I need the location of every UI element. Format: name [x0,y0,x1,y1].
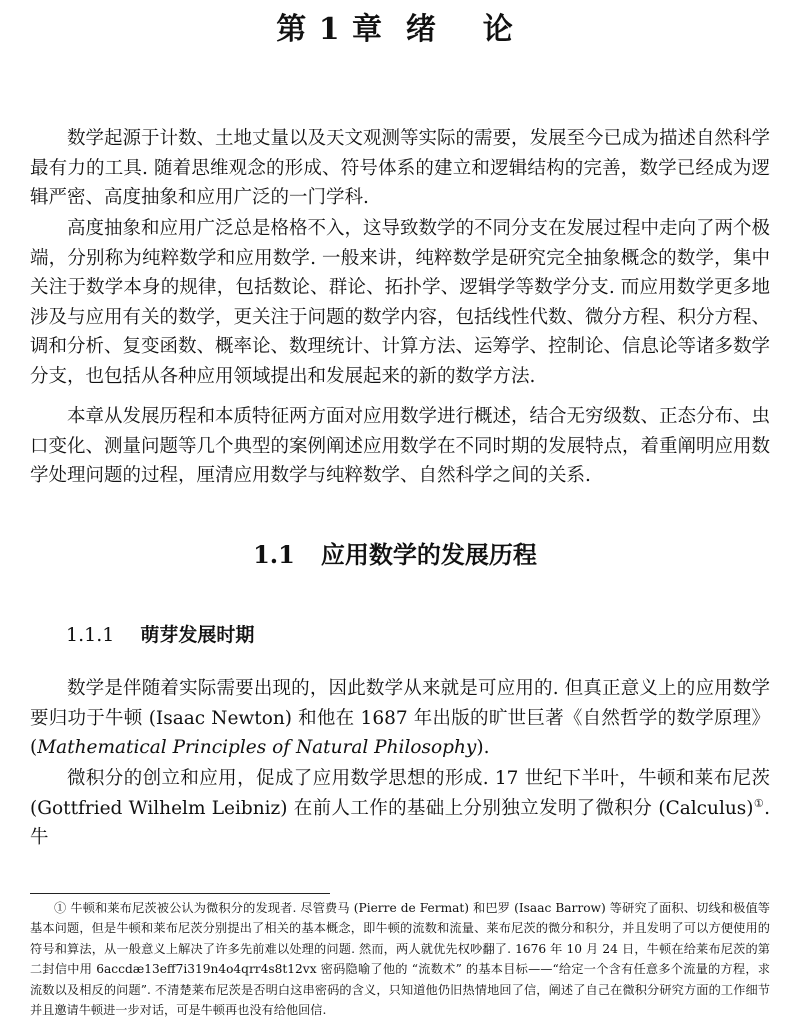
section-heading [0,537,790,573]
intro-paragraph-2: 高度抽象和应用广泛总是格格不入，这导致数学的不同分支在发展过程中走向了两个极端，分别称为纯粹数学和应用数学. 一般来讲，纯粹数学是研究完全抽象概念的数学，集中关注于数学本身的规律，包括数论、群论、拓扑学、逻辑学等数学分支. 而应用数学更多地涉及与应用有关的数学，更关注于问题的数学内容，包括线性代数、微分方程、积分方程、调和分析、复变函数、概率论、数理统计、计算方法、运筹学、控制论、信息论等诸多数学分支，也包括从各种应用领域提出和发展起来的新的数学方法. [30,218,771,387]
footnote [30,898,770,1020]
body-paragraph-newton [30,674,770,763]
footnote-divider [30,893,330,894]
body-paragraph-newton-text: 数学是伴随着实际需要出现的，因此数学从来就是可应用的. 但真正意义上的应用数学要归功于牛顿 (Isaac Newton) 和他在 1687 年出版的旷世巨著《自然哲学的数学原理》( [30,678,770,758]
chapter-title: 第 1 章 绪 论 [276,12,514,47]
body-paragraph-calculus-end: . 牛 [30,797,770,848]
body-paragraph-newton-end: ). [476,737,490,758]
footnote-reference[interactable]: ① [753,796,765,810]
intro-paragraph-3: 本章从发展历程和本质特征两方面对应用数学进行概述，结合无穷级数、正态分布、虫口变化、测量问题等几个典型的案例阐述应用数学在不同时期的发展特点，着重阐明应用数学处理问题的过程，厘清应用数学与纯粹数学、自然科学之间的关系. [30,406,771,486]
subsection-heading [66,620,254,650]
section-title: 应用数学的发展历程 [320,540,537,569]
footnote-marker: ① [54,901,67,915]
intro-paragraph-1: 数学起源于计数、土地丈量以及天文观测等实际的需要，发展至今已成为描述自然科学最有力的工具. 随着思维观念的形成、符号体系的建立和逻辑结构的完善，数学已经成为逻辑严密、高度抽象和应用广泛的一门学科. [30,128,771,208]
book-title-english: Mathematical Principles of Natural Philosophy [37,737,477,758]
body-paragraph-calculus-text: 微积分的创立和应用，促成了应用数学思想的形成. 17 世纪下半叶，牛顿和莱布尼茨 (Gottfried Wilhelm Leibniz) 在前人工作的基础上分别独立发明了微积分 (Calculus) [30,768,770,819]
subsection-title: 萌芽发展时期 [140,624,255,646]
body-paragraph-calculus [30,764,770,853]
section-number: 1.1 [253,540,295,569]
footnote-text: 牛顿和莱布尼茨被公认为微积分的发现者. 尽管费马 (Pierre de Fermat) 和巴罗 (Isaac Barrow) 等研究了面积、切线和极值等基本问题，但是牛顿和莱布尼茨分别提出了相关的基本概念，即牛顿的流数和流量、莱布尼茨的微分和积分，并且发明了可以方便使用的符号和算法，从一般意义上解决了许多先前难以处理的问题. 然而，两人就优先权吵翻了. 1676 年 10 月 24 日，牛顿在给莱布尼茨的第二封信中用 6accdæ13eff7i319n4o4qrr4s8t12vx 密码隐喻了他的 “流数术” 的基本目标——“给定一个含有任意多个流量的方程，求流数以及相反的问题”. 不清楚莱布尼茨是否明白这串密码的含义，只知道他仍旧热情地回了信，阐述了自己在微积分研究方面的工作细节并且邀请牛顿进一步对话，可是牛顿再也没有给他回信. [30,901,770,1018]
subsection-number: 1.1.1 [66,624,115,646]
